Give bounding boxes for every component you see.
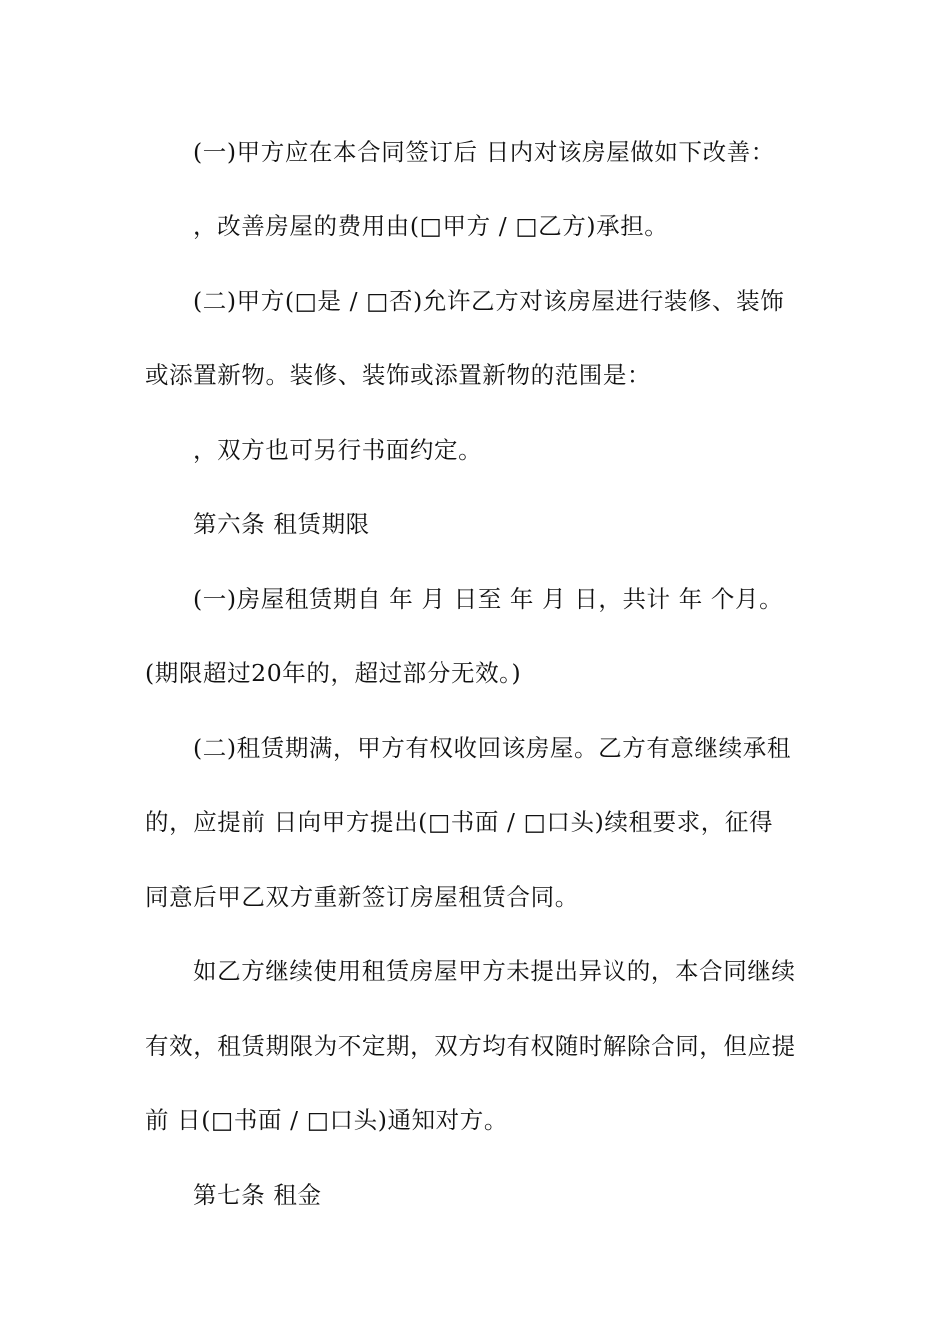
clause-5-item-1-line-1: (一)甲方应在本合同签订后 日内对该房屋做如下改善： — [193, 138, 775, 166]
clause-6-paragraph-line-3: 前 日(□书面 / □口头)通知对方。 — [145, 1106, 508, 1134]
clause-6-item-2-line-1: (二)租赁期满，甲方有权收回该房屋。乙方有意继续承租 — [193, 734, 791, 762]
clause-6-paragraph-line-1: 如乙方继续使用租赁房屋甲方未提出异议的，本合同继续 — [193, 957, 796, 985]
clause-6-item-2-line-2: 的，应提前 日向甲方提出(□书面 / □口头)续租要求，征得 — [145, 808, 774, 836]
clause-6-item-2-line-3: 同意后甲乙双方重新签订房屋租赁合同。 — [145, 883, 579, 911]
clause-7-heading: 第七条 租金 — [193, 1181, 322, 1209]
clause-5-item-2-line-2: 或添置新物。装修、装饰或添置新物的范围是： — [145, 361, 652, 389]
clause-5-item-2-line-3: ，双方也可另行书面约定。 — [193, 436, 483, 464]
clause-6-paragraph-line-2: 有效，租赁期限为不定期，双方均有权随时解除合同，但应提 — [145, 1032, 796, 1060]
clause-6-item-1-line-1: (一)房屋租赁期自 年 月 日至 年 月 日，共计 年 个月。 — [193, 585, 784, 613]
clause-6-heading: 第六条 租赁期限 — [193, 510, 370, 538]
clause-6-item-1-line-2: (期限超过20年的，超过部分无效。) — [145, 659, 522, 687]
clause-5-item-2-line-1: (二)甲方(□是 / □否)允许乙方对该房屋进行装修、装饰 — [193, 287, 785, 315]
clause-5-item-1-line-2: ，改善房屋的费用由(□甲方 / □乙方)承担。 — [193, 212, 669, 240]
